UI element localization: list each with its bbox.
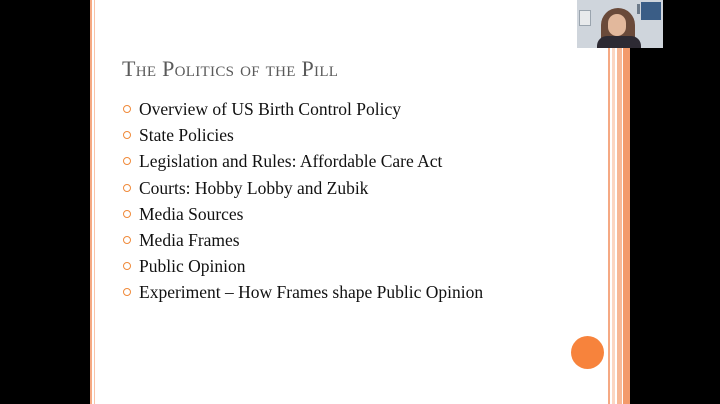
bullet-text: Experiment – How Frames shape Public Opinion	[139, 282, 484, 303]
circle-bullet-icon	[123, 131, 131, 139]
slide-title: The Politics of the Pill	[122, 56, 339, 81]
bullet-text: Legislation and Rules: Affordable Care Act	[139, 151, 443, 172]
bullet-item	[122, 122, 483, 148]
webcam-wall-frame	[579, 10, 591, 26]
presentation-slide	[90, 0, 630, 404]
webcam-presenter-body	[597, 36, 641, 48]
circle-bullet-icon	[123, 184, 131, 192]
circle-bullet-icon	[123, 288, 131, 296]
bullet-text: State Policies	[139, 125, 234, 146]
bullet-text: Courts: Hobby Lobby and Zubik	[139, 177, 369, 198]
circle-bullet-icon	[123, 105, 131, 113]
bullet-text: Media Frames	[139, 229, 240, 250]
webcam-thumbnail	[577, 0, 663, 48]
bullet-item	[122, 227, 483, 253]
webcam-window	[641, 2, 661, 20]
bullet-item	[122, 148, 483, 174]
bullet-text: Public Opinion	[139, 256, 246, 277]
right-decorative-band	[612, 0, 615, 404]
webcam-presenter-face	[608, 14, 626, 36]
right-decorative-band	[623, 0, 630, 404]
circle-bullet-icon	[123, 262, 131, 270]
orange-circle-button[interactable]	[571, 336, 604, 369]
circle-bullet-icon	[123, 236, 131, 244]
bullet-item	[122, 175, 483, 201]
bullet-text: Media Sources	[139, 203, 244, 224]
bullet-item	[122, 201, 483, 227]
bullet-item	[122, 279, 483, 305]
right-decorative-band	[617, 0, 622, 404]
circle-bullet-icon	[123, 210, 131, 218]
bullet-list	[122, 96, 483, 306]
bullet-item	[122, 96, 483, 122]
right-decorative-band	[608, 0, 610, 404]
bullet-item	[122, 253, 483, 279]
webcam-lamp	[637, 4, 640, 14]
left-decorative-rule	[90, 0, 92, 404]
bullet-text: Overview of US Birth Control Policy	[139, 99, 401, 119]
circle-bullet-icon	[123, 157, 131, 165]
left-decorative-rule-thin	[94, 0, 95, 404]
